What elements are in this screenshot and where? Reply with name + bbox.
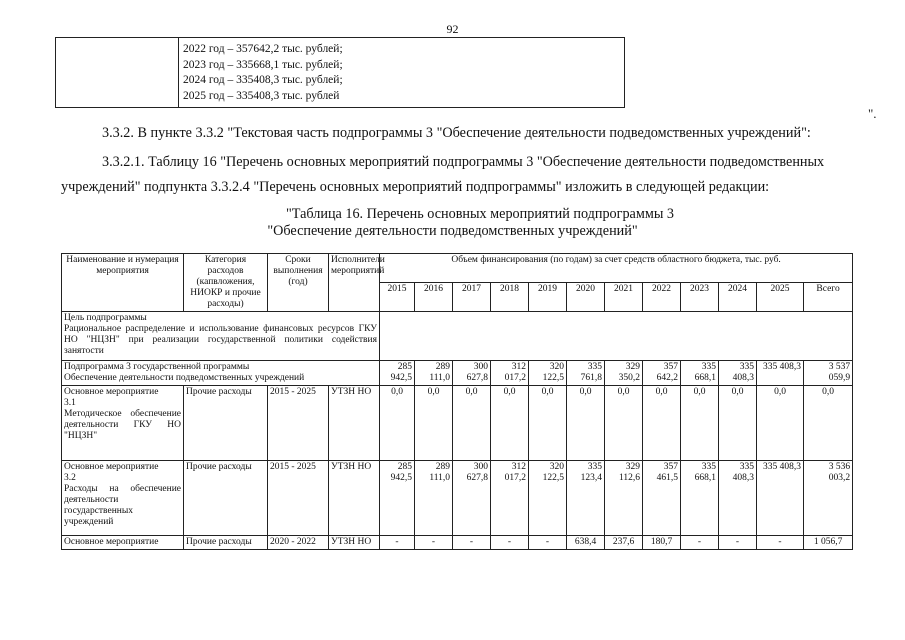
measure-terms: 2020 - 2022 (268, 536, 329, 550)
funding-summary-years-cell (179, 38, 625, 108)
subprogram-value: 335 408,3 (719, 361, 757, 386)
measure-total: 0,0 (804, 386, 853, 461)
header-name: Наименование и нумерация мероприятия (62, 254, 184, 312)
funding-line-2022: 2022 год – 357642,2 тыс. рублей; (183, 43, 343, 55)
measure-value: 0,0 (681, 386, 719, 461)
funding-summary-box (55, 37, 625, 108)
subprogram-value: 300 627,8 (453, 361, 491, 386)
measure-value: 0,0 (605, 386, 643, 461)
measure-executor: УТЗН НО (329, 386, 380, 461)
header-category: Категория расходов (капвложения, НИОКР и прочие расходы) (184, 254, 268, 312)
measure-name-head: Основное мероприятие (64, 387, 159, 397)
measure-total: 1 056,7 (804, 536, 853, 550)
funding-line-2024: 2024 год – 335408,3 тыс. рублей; (183, 74, 343, 86)
measure-value: 335 668,1 (681, 461, 719, 536)
header-year: 2016 (415, 283, 453, 312)
header-year: 2023 (681, 283, 719, 312)
header-terms: Сроки выполнения (год) (268, 254, 329, 312)
table-caption (0, 206, 905, 240)
measure-value: - (719, 536, 757, 550)
measure-value: - (757, 536, 804, 550)
subprogram-total: 3 537 059,9 (804, 361, 853, 386)
subprogram-value: 335 408,3 (757, 361, 804, 386)
subprogram-value: 289 111,0 (415, 361, 453, 386)
measure-name-text: Методическое обеспечение деятельности ГКУ НО "НЦЗН" (64, 409, 181, 441)
header-year: 2015 (380, 283, 415, 312)
table-caption-line-1: "Таблица 16. Перечень основных мероприятий подпрограммы 3 (286, 206, 674, 222)
measure-value: - (529, 536, 567, 550)
goal-text: Рациональное распределение и использование финансовых ресурсов ГКУ НО "НЦЗН" при реализации государственной политики содействия занятости (64, 324, 377, 356)
measure-value: 300 627,8 (453, 461, 491, 536)
measure-value: 0,0 (380, 386, 415, 461)
header-year: 2019 (529, 283, 567, 312)
header-year: 2025 (757, 283, 804, 312)
measure-number: 3.1 (64, 398, 76, 408)
measure-value: 357 461,5 (643, 461, 681, 536)
subprogram-value: 335 668,1 (681, 361, 719, 386)
funding-line-2025: 2025 год – 335408,3 тыс. рублей (183, 89, 340, 102)
subprogram-value: 320 122,5 (529, 361, 567, 386)
subprogram-line-2: Обеспечение деятельности подведомственных учреждений (64, 373, 305, 383)
measure-executor: УТЗН НО (329, 461, 380, 536)
measure-value: 0,0 (453, 386, 491, 461)
measure-value: - (453, 536, 491, 550)
measure-terms: 2015 - 2025 (268, 386, 329, 461)
header-total: Всего (804, 283, 853, 312)
measure-total: 3 536 003,2 (804, 461, 853, 536)
measure-value: 335 408,3 (757, 461, 804, 536)
goal-cell (62, 312, 380, 361)
goal-title: Цель подпрограммы (64, 313, 147, 323)
measure-category: Прочие расходы (184, 536, 268, 550)
measure-row-3-3 (62, 536, 853, 550)
measure-name-cell (62, 386, 184, 461)
paragraph-3-3-2: 3.3.2. В пункте 3.3.2 "Текстовая часть подпрограммы 3 "Обеспечение деятельности подведомственных учреждений": (102, 125, 811, 141)
measure-value: 180,7 (643, 536, 681, 550)
subprogram-value: 329 350,2 (605, 361, 643, 386)
measure-value: 0,0 (757, 386, 804, 461)
header-executor: Исполнители мероприятий (329, 254, 380, 312)
table-header-row (62, 254, 853, 283)
goal-empty-cell (380, 312, 853, 361)
measure-name-head: Основное мероприятие (64, 462, 159, 472)
measure-value: 0,0 (491, 386, 529, 461)
measure-number: 3.2 (64, 473, 76, 483)
measure-value: 329 112,6 (605, 461, 643, 536)
measure-row-3-1 (62, 386, 853, 461)
measure-value: 0,0 (567, 386, 605, 461)
table-caption-line-2: "Обеспечение деятельности подведомственных учреждений" (267, 223, 638, 239)
subprogram-row (62, 361, 853, 386)
measure-value: 335 123,4 (567, 461, 605, 536)
header-year: 2020 (567, 283, 605, 312)
subprogram-value: 335 761,8 (567, 361, 605, 386)
measure-name-head: Основное мероприятие (64, 537, 159, 547)
measure-name-text: Расходы на обеспечение деятельности государственных учреждений (64, 484, 181, 527)
measure-value: 335 408,3 (719, 461, 757, 536)
measure-category: Прочие расходы (184, 386, 268, 461)
measure-value: - (491, 536, 529, 550)
measure-value: - (380, 536, 415, 550)
measure-value: 285 942,5 (380, 461, 415, 536)
subprogram-line-1: Подпрограмма 3 государственной программы (64, 362, 250, 372)
measure-value: 289 111,0 (415, 461, 453, 536)
measure-value: 0,0 (415, 386, 453, 461)
measure-value: - (415, 536, 453, 550)
measure-terms: 2015 - 2025 (268, 461, 329, 536)
header-year: 2018 (491, 283, 529, 312)
measure-value: 312 017,2 (491, 461, 529, 536)
goal-row (62, 312, 853, 361)
paragraph-3-3-2-1: 3.3.2.1. Таблицу 16 "Перечень основных мероприятий подпрограммы 3 "Обеспечение деятельности подведомственных (102, 154, 825, 170)
measure-value: 0,0 (719, 386, 757, 461)
closing-quote: ". (868, 106, 877, 121)
measure-value: 0,0 (643, 386, 681, 461)
measures-table (61, 253, 853, 550)
subprogram-cell (62, 361, 380, 386)
subprogram-value: 285 942,5 (380, 361, 415, 386)
measure-name-cell (62, 536, 184, 550)
measure-value: 237,6 (605, 536, 643, 550)
funding-summary-blank-cell (56, 38, 179, 108)
measure-value: - (681, 536, 719, 550)
measure-category: Прочие расходы (184, 461, 268, 536)
header-year: 2022 (643, 283, 681, 312)
header-year: 2024 (719, 283, 757, 312)
funding-line-2023: 2023 год – 335668,1 тыс. рублей; (183, 58, 343, 71)
measure-name-cell (62, 461, 184, 536)
header-year: 2021 (605, 283, 643, 312)
measure-value: 320 122,5 (529, 461, 567, 536)
measure-value: 0,0 (529, 386, 567, 461)
measure-value: 638,4 (567, 536, 605, 550)
paragraph-3-3-2-1-continued: учреждений" подпункта 3.3.2.4 "Перечень основных мероприятий подпрограммы" изложить в следующей редакции: (61, 179, 770, 195)
subprogram-value: 357 642,2 (643, 361, 681, 386)
measure-executor: УТЗН НО (329, 536, 380, 550)
header-year: 2017 (453, 283, 491, 312)
measure-row-3-2 (62, 461, 853, 536)
header-funding: Объем финансирования (по годам) за счет средств областного бюджета, тыс. руб. (380, 254, 853, 283)
page-number: 92 (446, 22, 459, 36)
subprogram-value: 312 017,2 (491, 361, 529, 386)
